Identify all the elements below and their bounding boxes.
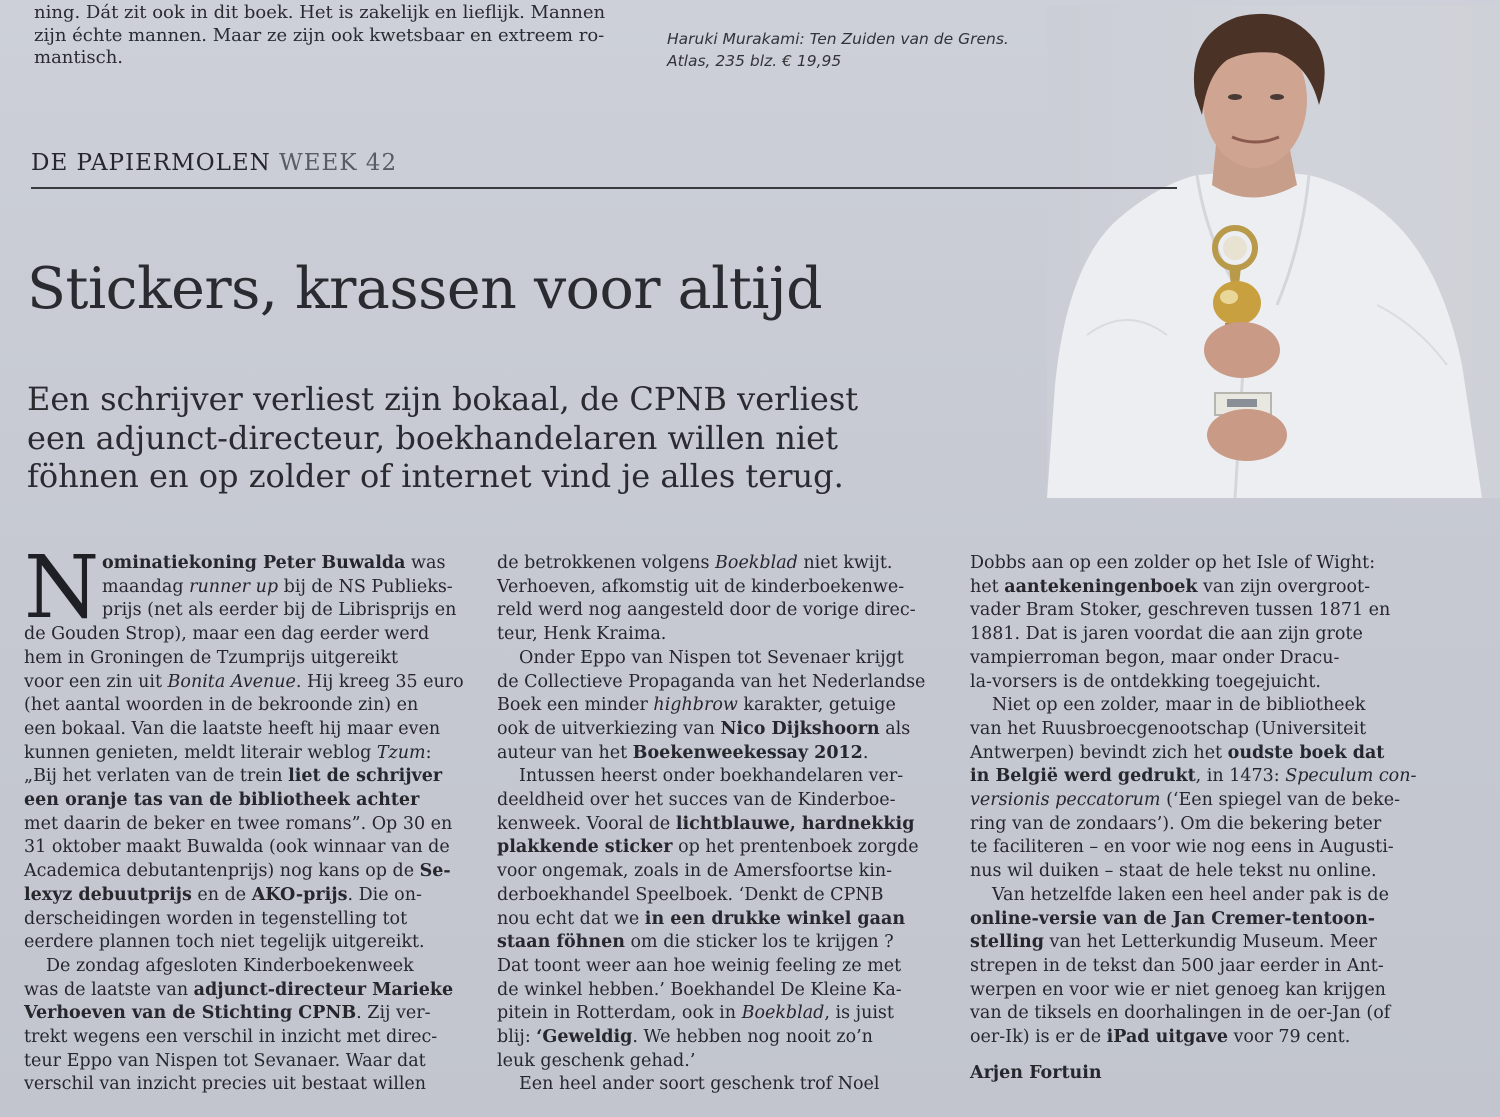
body-line: leuk geschenk gehad.’ [497, 1050, 696, 1071]
author-with-trophy-illustration [1047, 5, 1500, 498]
body-line: Onder Eppo van Nispen tot Sevenaer krijgt [519, 647, 904, 668]
article-column-3 [970, 552, 1430, 1085]
section-week: WEEK 42 [279, 150, 398, 176]
body-line: de winkel hebben.’ Boekhandel De Kleine Ka- [497, 979, 902, 1000]
body-line: blij: ‘Geweldig. We hebben nog nooit zo’n [497, 1027, 873, 1048]
body-line: stelling van het Letterkundig Museum. Meer [970, 932, 1377, 953]
body-line: vader Bram Stoker, geschreven tussen 1871 en [970, 600, 1391, 621]
body-line: Verhoeven van de Stichting CPNB. Zij ver- [24, 1003, 431, 1024]
author-byline: Arjen Fortuin [970, 1062, 1102, 1083]
body-line: maandag runner up bij de NS Publieks- [102, 576, 453, 597]
body-line: de Gouden Strop), maar een dag eerder werd [24, 624, 430, 645]
body-line: voor een zin uit Bonita Avenue. Hij kreeg 35 euro [24, 671, 464, 692]
body-line: derboekhandel Speelboek. ‘Denkt de CPNB [497, 884, 884, 905]
body-line: 1881. Dat is jaren voordat die aan zijn grote [970, 624, 1363, 645]
body-line: een bokaal. Van die laatste heeft hij maar even [24, 718, 441, 739]
section-name: DE PAPIERMOLEN [31, 150, 271, 176]
snippet-line: zijn échte mannen. Maar ze zijn ook kwetsbaar en extreem ro- [34, 24, 605, 46]
body-line: prijs (net als eerder bij de Librisprijs en [102, 600, 457, 621]
snippet-line: ning. Dát zit ook in dit boek. Het is zakelijk en lieflijk. Mannen [34, 2, 606, 23]
body-line: vampierroman begon, maar onder Dracu- [970, 647, 1340, 668]
body-line: reld werd nog aangesteld door de vorige direc- [497, 600, 916, 621]
body-line: kenweek. Vooral de lichtblauwe, hardnekkig [497, 813, 915, 834]
body-line: versionis peccatorum (‘Een spiegel van de beke- [970, 790, 1401, 811]
body-line: Antwerpen) bevindt zich het oudste boek dat [970, 742, 1385, 763]
body-line: la-vorsers is de ontdekking toegejuicht. [970, 671, 1321, 692]
body-line: Intussen heerst onder boekhandelaren ver- [519, 766, 904, 787]
article-column-2 [497, 552, 957, 1097]
body-line: Niet op een zolder, maar in de bibliotheek [992, 695, 1366, 716]
body-line: Verhoeven, afkomstig uit de kinderboekenwe- [497, 576, 905, 597]
body-line: met daarin de beker en twee romans”. Op 30 en [24, 813, 453, 834]
body-line: Academica debutantenprijs) nog kans op de Se- [24, 861, 451, 882]
body-line: Boek een minder highbrow karakter, getuige [497, 695, 896, 716]
body-line: oer-Ik) is er de iPad uitgave voor 79 cent. [970, 1027, 1351, 1048]
section-header [31, 150, 397, 176]
body-line: Dobbs aan op een zolder op het Isle of Wight: [970, 553, 1376, 573]
body-line: werpen en voor wie er niet genoeg kan krijgen [970, 979, 1386, 1000]
body-line: trekt wegens een verschil in inzicht met direc- [24, 1027, 438, 1048]
body-line: nou echt dat we in een drukke winkel gaan [497, 908, 906, 929]
body-line: plakkende sticker op het prentenboek zorgde [497, 837, 919, 858]
body-line: de betrokkenen volgens Boekblad niet kwijt. [497, 553, 893, 573]
body-line: „Bij het verlaten van de trein liet de schrijver [24, 766, 443, 787]
body-line: teur, Henk Kraima. [497, 624, 667, 645]
lead-line: een adjunct-directeur, boekhandelaren willen niet [27, 418, 838, 457]
body-line: online-versie van de Jan Cremer-tentoon- [970, 908, 1376, 929]
body-line: van het Ruusbroecgenootschap (Universiteit [970, 718, 1367, 739]
author-photo [1047, 5, 1500, 498]
lead-line: föhnen en op zolder of internet vind je alles terug. [27, 457, 844, 495]
lead-line: Een schrijver verliest zijn bokaal, de CPNB verliest [27, 380, 859, 418]
body-line: was de laatste van adjunct-directeur Marieke [24, 979, 454, 1000]
article-title: Stickers, krassen voor altijd [27, 256, 823, 322]
body-line: eerdere plannen toch niet tegelijk uitgereikt. [24, 932, 425, 953]
body-line: 31 oktober maakt Buwalda (ook winnaar van de [24, 837, 450, 858]
body-line: Van hetzelfde laken een heel ander pak is de [992, 884, 1389, 905]
body-line: auteur van het Boekenweekessay 2012. [497, 742, 869, 763]
body-line: te faciliteren – en voor wie nog eens in Augusti- [970, 837, 1394, 858]
body-line: De zondag afgesloten Kinderboekenweek [46, 955, 414, 976]
body-line: een oranje tas van de bibliotheek achter [24, 790, 420, 811]
body-line: Een heel ander soort geschenk trof Noel [519, 1074, 880, 1095]
article-lead [27, 380, 987, 496]
caption-line: Haruki Murakami: Ten Zuiden van de Grens. [667, 30, 1009, 48]
caption-line: Atlas, 235 blz. € 19,95 [667, 52, 842, 70]
previous-article-snippet [34, 2, 634, 70]
body-line: in België werd gedrukt, in 1473: Speculum con- [970, 766, 1417, 787]
body-line: hem in Groningen de Tzumprijs uitgereikt [24, 647, 399, 668]
body-line: ook de uitverkiezing van Nico Dijkshoorn als [497, 718, 911, 739]
body-line: (het aantal woorden in de bekroonde zin) en [24, 695, 419, 716]
article-column-1 [24, 538, 484, 1097]
body-line: staan föhnen om die sticker los te krijgen ? [497, 932, 894, 953]
section-rule [31, 187, 1177, 189]
book-caption [667, 28, 1009, 72]
body-line: ring van de zondaars’). Om die bekering beter [970, 813, 1382, 834]
snippet-line: mantisch. [34, 47, 124, 68]
body-line: strepen in de tekst dan 500 jaar eerder in Ant- [970, 955, 1384, 976]
body-line: nus wil duiken – staat de hele tekst nu online. [970, 861, 1377, 882]
body-line: het aantekeningenboek van zijn overgroot- [970, 576, 1371, 597]
drop-cap: N [24, 538, 100, 638]
body-line: ominatiekoning Peter Buwalda was [102, 553, 446, 573]
body-line: lexyz debuutprijs en de AKO-prijs. Die on- [24, 884, 422, 905]
body-line: de Collectieve Propaganda van het Nederlandse [497, 671, 926, 692]
body-line: deeldheid over het succes van de Kinderboe- [497, 790, 896, 811]
body-line: pitein in Rotterdam, ook in Boekblad, is juist [497, 1003, 894, 1024]
body-line: voor ongemak, zoals in de Amersfoortse kin- [497, 861, 893, 882]
body-line: Dat toont weer aan hoe weinig feeling ze met [497, 955, 902, 976]
body-line: derscheidingen worden in tegenstelling tot [24, 908, 408, 929]
body-line: van de tiksels en doorhalingen in de oer-Jan (of [970, 1003, 1391, 1024]
body-line: verschil van inzicht precies uit bestaat willen [24, 1074, 427, 1095]
body-line: kunnen genieten, meldt literair weblog Tzum: [24, 742, 432, 763]
body-line: teur Eppo van Nispen tot Sevanaer. Waar dat [24, 1050, 426, 1071]
